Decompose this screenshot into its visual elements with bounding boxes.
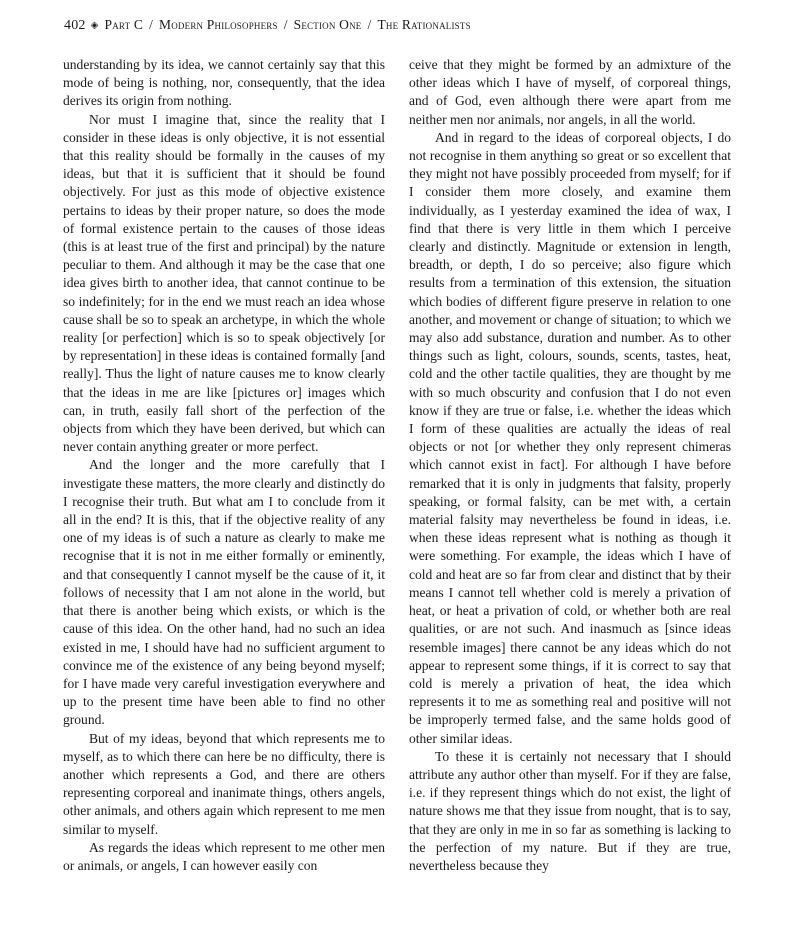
header-subsection: Section One — [293, 17, 362, 32]
paragraph: To these it is certainly not necessary that I should attribute any author other than myself. For if they are false, i.e. if they represent things which do not exist, the light of nature shows me that they issue from nought, that is to say, that they are only in me in so far as something is lacking to the perfection of my nature. But if they are true, nevertheless because they — [409, 748, 731, 873]
header-separator: / — [149, 17, 154, 32]
paragraph: But of my ideas, beyond that which represents me to myself, as to which there can here be no difficulty, there is another which represents a God, and there are others representing corporeal and inanimate things, others angels, other animals, and others again which represent to me men similar to myself. — [63, 730, 385, 837]
left-column — [63, 56, 385, 875]
header-section-title: Modern Philosophers — [159, 17, 278, 32]
paragraph: understanding by its idea, we cannot certainly say that this mode of being is nothing, nor, consequently, that the idea derives its origin from nothing. — [63, 57, 385, 109]
header-part: Part C — [104, 17, 144, 32]
header-separator: / — [283, 17, 288, 32]
paragraph: ceive that they might be formed by an admixture of the other ideas which I have of myself, of corporeal things, and of God, even although there were apart from me neither men nor animals, nor angels, in all the world. — [409, 57, 731, 127]
paragraph: Nor must I imagine that, since the reality that I consider in these ideas is only objective, it is not essential that this reality should be formally in the causes of my ideas, but that it is sufficient that it should be found objectively. For just as this mode of objective existence pertains to ideas by their proper nature, so does the mode of formal existence pertain to the causes of those ideas (this is at least true of the first and principal) by the nature peculiar to them. And although it may be the case that one idea gives birth to another idea, that cannot continue to be so indefinitely; for in the end we must reach an idea whose cause shall be so to speak an archetype, in which the whole reality [or perfection] which is so to speak objectively [or by representation] in these ideas is contained formally [and really]. Thus the light of nature causes me to know clearly that the ideas in me are like [pictures or] images which can, in truth, easily fall short of the perfection of the objects from which they have been derived, but which can never contain anything greater or more perfect. — [63, 111, 385, 455]
paragraph: As regards the ideas which represent to me other men or animals, or angels, I can however easily con — [63, 839, 385, 873]
paragraph: And the longer and the more carefully that I investigate these matters, the more clearly and distinctly do I recognise their truth. But what am I to conclude from it all in the end? It is this, that if the objective reality of any one of my ideas is of such a nature as clearly to make me recognise that it is not in me either formally or eminently, and that consequently I cannot myself be the cause of it, it follows of necessity that I am not alone in the world, but that there is another being which exists, or which is the cause of this idea. On the other hand, had no such an idea existed in me, I should have had no sufficient argument to convince me of the existence of any being beyond myself; for I have made very careful investigation everywhere and up to the present time have been able to find no other ground. — [63, 457, 385, 728]
right-column — [409, 56, 731, 875]
header-separator: / — [367, 17, 372, 32]
running-header — [64, 17, 754, 34]
header-chapter: The Rationalists — [377, 17, 471, 32]
bullet-icon: ◈ — [90, 20, 99, 31]
page-number: 402 — [64, 18, 86, 33]
paragraph: And in regard to the ideas of corporeal objects, I do not recognise in them anything so great or so excellent that they might not have possibly proceeded from myself; for if I consider them more closely, and examine them individually, as I yesterday examined the idea of wax, I find that there is very little in them which I perceive clearly and distinctly. Magnitude or extension in length, breadth, or depth, I do so perceive; also figure which results from a termination of this extension, the situation which bodies of different figure preserve in relation to one another, and movement or change of situation; to which we may also add substance, duration and number. As to other things such as light, colours, sounds, scents, tastes, heat, cold and the other tactile qualities, they are thought by me with so much obscurity and confusion that I do not even know if they are true or false, i.e. whether the ideas which I form of these qualities are actually the ideas of real objects or not [or whether they only represent chimeras which cannot exist in fact]. For although I have before remarked that it is only in judgments that falsity, properly speaking, or formal falsity, can be met with, a certain material falsity may nevertheless be found in ideas, i.e. when these ideas represent what is nothing as though it were something. For example, the ideas which I have of cold and heat are so far from clear and distinct that by their means I cannot tell whether cold is merely a privation of heat, or heat a privation of cold, or whether both are real qualities, or are not such. And inasmuch as [since ideas resemble images] there cannot be any ideas which do not appear to represent some things, if it is correct to say that cold is merely a privation of heat, the idea which represents it to me as something real and positive will not be improperly termed false, and the same holds good of other similar ideas. — [409, 129, 731, 746]
